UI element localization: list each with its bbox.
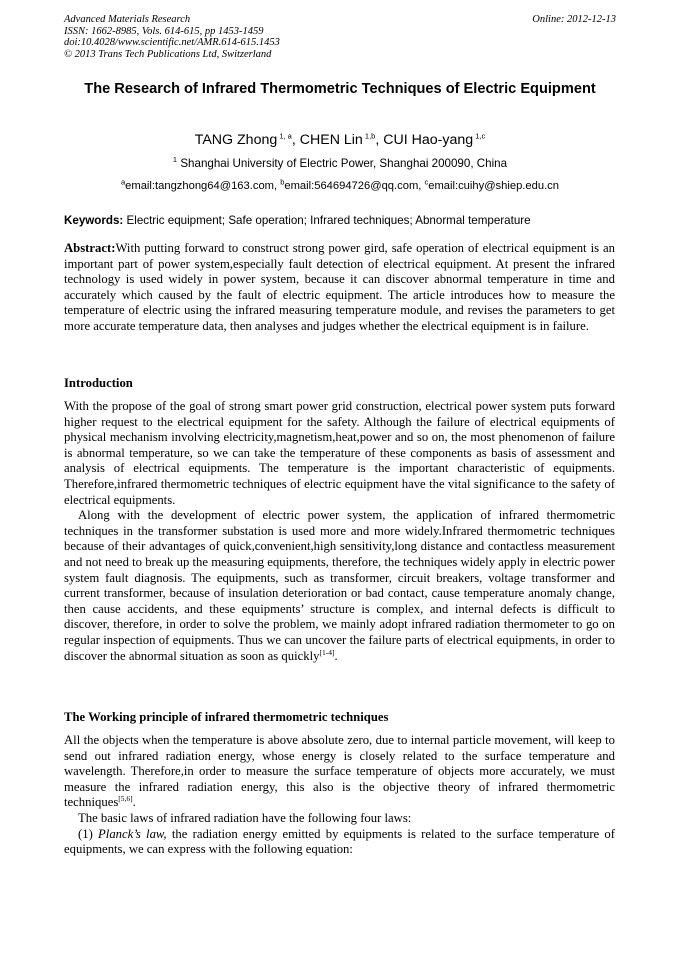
introduction-body xyxy=(64,399,615,664)
paragraph xyxy=(64,508,615,664)
abstract xyxy=(64,241,615,335)
issn-line: ISSN: 1662-8985, Vols. 614-615, pp 1453-1459 xyxy=(64,25,264,37)
paragraph: With the propose of the goal of strong smart power grid construction, electrical power system puts forward higher request to the electrical equipment for the safety. Although the failure of electrical equipments of physical mechanism involving electricity,magnetism,heat,power and so on, the most phenomenon of failure is abnormal temperature, so we can take the temperature of these components as basis of assessment and analysis of electrical equipments. The temperature is the important characteristic of equipments. Therefore,infrared thermometric techniques of electric equipment have the vital significance to the safety of electrical equipments. xyxy=(64,399,615,507)
affiliation xyxy=(64,157,616,171)
online-date: Online: 2012-12-13 xyxy=(532,14,616,25)
author-list: TANG Zhong $^{1, a}$, CHEN Lin $^{1,b}$, CUI Hao-yang $^{1,c}$ xyxy=(194,131,486,148)
section-heading-working-principle: The Working principle of infrared thermometric techniques xyxy=(64,710,389,724)
working-principle-body xyxy=(64,733,615,858)
paper-title: The Research of Infrared Thermometric Techniques of Electric Equipment xyxy=(84,81,596,97)
paragraph xyxy=(64,827,615,858)
citation[interactable]: [5,6] xyxy=(118,794,133,804)
email-mark: a xyxy=(121,177,126,187)
affiliation-mark: 1 xyxy=(172,155,178,165)
journal-name: Advanced Materials Research xyxy=(64,14,191,25)
author-affil-mark: 1, a xyxy=(279,131,292,141)
paragraph-text: Along with the development of electric power system, the application of infrared thermometric techniques in the transformer substation is used more and more widely.Infrared thermometric techniques because of their advantages of quick,convenient,high sensitivity,long distance and contactless measurement and not need to break up the measuring equipments, therefore, the techniques widely apply in electric power system fault diagnosis. The equipments, such as transformer, circuit breakers, voltage transformer and current transformer, because of insulation deterioration or bad contact, cause temperature anomaly change, then cause accidents, and these equipments’ structure is complex, and internal defects is difficult to discover, therefore, in order to solve the problem, we mainly adopt infrared radiation thermometer to go on regular inspection of equipments. Thus we can uncover the failure parts of electrical equipments, in order to discover the abnormal situation as soon as quickly xyxy=(64,508,615,663)
author-name: CHEN Lin xyxy=(299,132,363,148)
doi-line: doi:10.4028/www.scientific.net/AMR.614-615.1453 xyxy=(64,37,280,49)
author-affil-mark: 1,b xyxy=(364,131,376,141)
email-list xyxy=(64,179,616,193)
journal-header xyxy=(64,14,616,60)
paragraph xyxy=(64,733,615,811)
section-heading-introduction: Introduction xyxy=(64,376,133,390)
keywords xyxy=(64,214,616,228)
citation[interactable]: [1-4] xyxy=(319,647,335,657)
email-address[interactable]: email:tangzhong64@163.com, xyxy=(125,180,278,192)
abstract-text: With putting forward to construct strong power gird, safe operation of electrical equipment is an important part of power system,especially fault detection of electrical equipment. At present the infrared technology is used widely in power system, because it can discover abnormal temperature in time and accurately which caused by the fault of electric equipment. The article introduces how to measure the temperature of electric using the infrared measuring temperature module, and revises the parameters to get more accurate temperature data, then analyses and judges whether the electrical equipment is in failure. xyxy=(64,241,615,333)
author-affil-mark: 1,c xyxy=(475,131,486,141)
affiliation-text: Shanghai University of Electric Power, Shanghai 200090, China xyxy=(180,157,508,170)
email-mark: c xyxy=(424,177,429,187)
email-mark: b xyxy=(280,177,285,187)
paragraph-text: the radiation energy emitted by equipments is related to the surface temperature of equipments, we can express with the following equation: xyxy=(64,826,615,857)
paragraph-prefix: (1) xyxy=(78,826,99,841)
paragraph: The basic laws of infrared radiation have the following four laws: xyxy=(78,810,412,825)
keywords-label: Keywords: xyxy=(64,214,124,227)
author-name: CUI Hao-yang xyxy=(383,132,474,148)
author-name: TANG Zhong xyxy=(194,132,278,148)
paragraph-text: All the objects when the temperature is above absolute zero, due to internal particle movement, will keep to send out infrared radiation energy, whose energy is closely related to the surface temperature and wavelength. Therefore,in order to measure the surface temperature of objects more accurately, we must measure the infrared radiation energy, this also is the objective theory of infrared thermometric techniques xyxy=(64,733,615,810)
keywords-text: Electric equipment; Safe operation; Infrared techniques; Abnormal temperature xyxy=(126,214,531,227)
paragraph-end: . xyxy=(132,795,136,810)
law-name: Planck’s law, xyxy=(98,826,167,841)
paragraph-end: . xyxy=(334,648,338,663)
copyright-line: © 2013 Trans Tech Publications Ltd, Switzerland xyxy=(64,48,272,60)
email-address[interactable]: email:564694726@qq.com, xyxy=(284,180,422,192)
email-address[interactable]: email:cuihy@shiep.edu.cn xyxy=(428,180,559,192)
abstract-label: Abstract: xyxy=(64,241,116,255)
